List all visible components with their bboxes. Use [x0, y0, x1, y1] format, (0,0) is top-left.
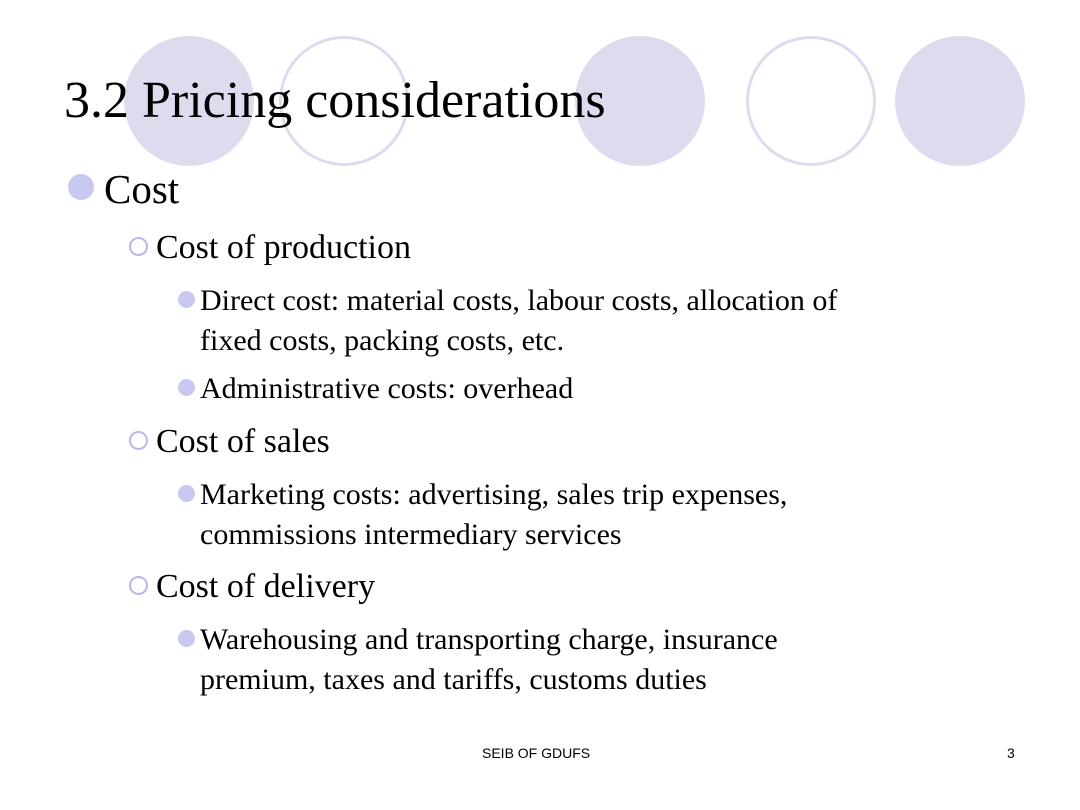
bullet-direct-cost-line1: Direct cost: material costs, labour costs, allocation of — [200, 284, 838, 317]
subheading-cost-of-production: Cost of production — [156, 229, 411, 266]
bullet-direct-cost-line2: fixed costs, packing costs, etc. — [200, 324, 565, 357]
subheading-cost-of-delivery: Cost of delivery — [156, 568, 376, 605]
bullet-marketing-costs-line2: commissions intermediary services — [200, 518, 622, 551]
bullet-marketing-costs-line1: Marketing costs: advertising, sales trip expenses, — [200, 478, 788, 511]
bullet-warehousing-line2: premium, taxes and tariffs, customs duties — [200, 663, 707, 696]
bullet-dot-icon — [68, 174, 94, 200]
bullet-dot-icon — [178, 291, 195, 308]
bullet-ring-icon — [129, 237, 148, 256]
decor-circle-3 — [895, 36, 1025, 166]
bullet-warehousing-line1: Warehousing and transporting charge, insurance — [200, 623, 778, 656]
bullet-administrative-costs: Administrative costs: overhead — [200, 372, 574, 405]
bullet-level1-cost: Cost — [104, 166, 180, 212]
slide-title: 3.2 Pricing considerations — [64, 72, 606, 129]
bullet-dot-icon — [178, 485, 195, 502]
bullet-dot-icon — [178, 630, 195, 647]
footer-page-number: 3 — [1007, 745, 1015, 761]
footer-center-text: SEIB OF GDUFS — [482, 745, 591, 761]
bullet-ring-icon — [129, 576, 148, 595]
bullet-dot-icon — [178, 379, 195, 396]
bullet-ring-icon — [129, 431, 148, 450]
decor-ring-2 — [746, 36, 876, 166]
subheading-cost-of-sales: Cost of sales — [156, 423, 330, 460]
